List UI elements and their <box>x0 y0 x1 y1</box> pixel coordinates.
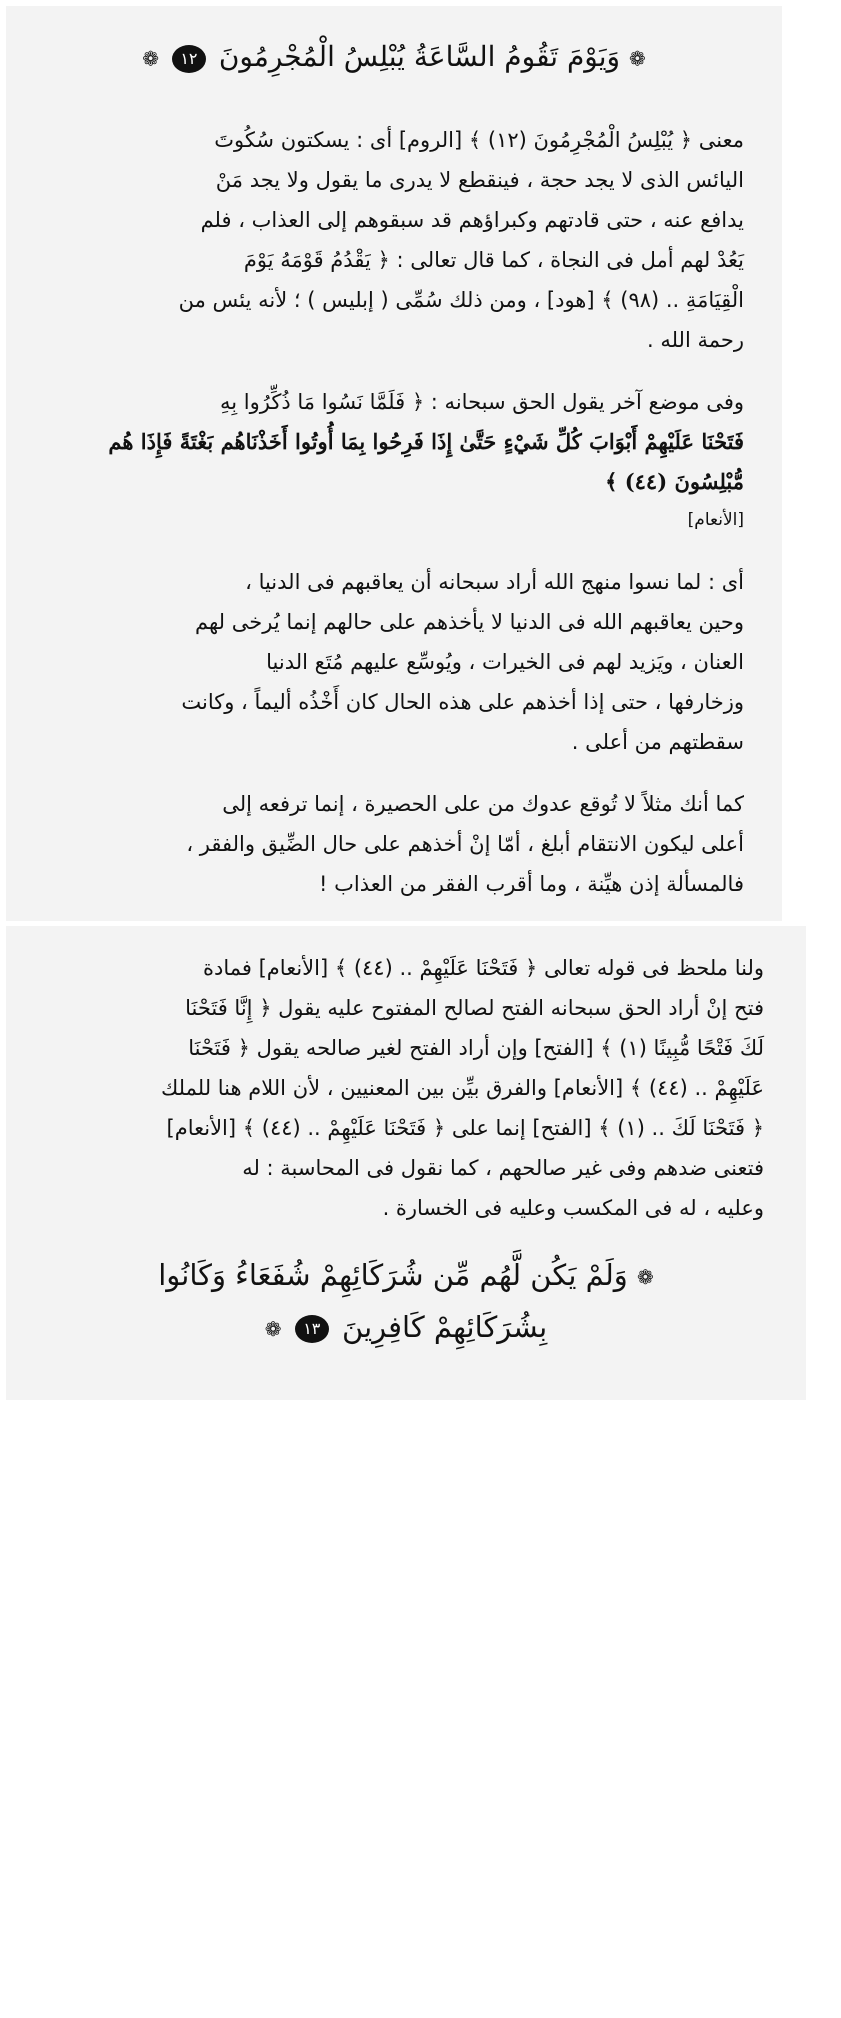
ornament-icon: ❁ <box>637 1265 654 1289</box>
scan-page-1 <box>6 6 782 921</box>
text-line: وحين يعاقبهم الله فى الدنيا لا يأخذهم على حالهم إنما يُرخى لهم <box>195 609 744 634</box>
text-line: يدافع عنه ، حتى قادتهم وكبراؤهم قد سبقوهم إلى العذاب ، فلم <box>200 207 744 232</box>
ornament-icon: ❁ <box>629 46 646 71</box>
scan-page-2 <box>6 926 806 1400</box>
verse-number-badge: ١٣ <box>295 1315 329 1343</box>
text-line: الْقِيَامَةِ .. (٩٨) ﴾ [هود] ، ومن ذلك سُمِّى ( إبليس ) ؛ لأنه يئس من <box>178 287 744 312</box>
text-line: وعليه ، له فى المكسب وعليه فى الخسارة . <box>382 1196 764 1220</box>
verse-heading <box>44 34 744 82</box>
heading-verse-text: وَيَوْمَ تَقُومُ السَّاعَةُ يُبْلِسُ الْمُجْرِمُونَ <box>218 40 621 73</box>
closing-verse <box>48 1250 764 1354</box>
quran-quote-line: مُّبْلِسُونَ (٤٤) ﴾ <box>605 468 744 494</box>
verse-number-badge: ١٢ <box>172 45 206 73</box>
closing-verse-line-1 <box>48 1250 764 1302</box>
closing-verse-text: بِشُرَكَائِهِمْ كَافِرِينَ <box>342 1310 548 1344</box>
text-line: معنى ﴿ يُبْلِسُ الْمُجْرِمُونَ (١٢) ﴾ [الروم] أى : يسكتون سُكُوتَ <box>214 127 744 152</box>
text-line: فتعنى ضدهم وفى غير صالحهم ، كما نقول فى المحاسبة : له <box>242 1156 764 1180</box>
ornament-icon: ❁ <box>264 1317 282 1341</box>
sura-reference: [الأنعام] <box>687 509 744 530</box>
text-line: ﴿ فَتَحْنَا لَكَ .. (١) ﴾ [الفتح] إنما على ﴿ فَتَحْنَا عَلَيْهِمْ .. (٤٤) ﴾ [الأنعام] <box>166 1116 764 1140</box>
text-line: سقطتهم من أعلى . <box>571 729 744 754</box>
text-line: ولنا ملحظ فى قوله تعالى ﴿ فَتَحْنَا عَلَيْهِمْ .. (٤٤) ﴾ [الأنعام] فمادة <box>203 956 764 980</box>
text-line: رحمة الله . <box>647 327 744 352</box>
quran-quote-line: فَتَحْنَا عَلَيْهِمْ أَبْوَابَ كُلِّ شَيْءٍ حَتَّىٰ إِذَا فَرِحُوا بِمَا أُوتُوا أَخَذْنَاهُم بَغْتَةً فَإِذَا هُم <box>108 428 744 454</box>
text-line: أعلى ليكون الانتقام أبلغ ، أمّا إنْ أخذهم على حال الضِّيق والفقر ، <box>186 831 744 856</box>
text-line: كما أنك مثلاً لا تُوقع عدوك من على الحصيرة ، إنما ترفعه إلى <box>222 791 744 816</box>
paragraph-5 <box>48 948 764 1228</box>
text-line: يَعُدْ لهم أمل فى النجاة ، كما قال تعالى : ﴿ يَقْدُمُ قَوْمَهُ يَوْمَ <box>243 247 744 272</box>
text-line: العنان ، ويَزيد لهم فى الخيرات ، ويُوسِّع عليهم مُتَع الدنيا <box>266 649 744 674</box>
paragraph-4 <box>44 784 744 904</box>
paragraph-2 <box>44 382 744 540</box>
text-line: وفى موضع آخر يقول الحق سبحانه : ﴿ فَلَمَّا نَسُوا مَا ذُكِّرُوا بِهِ <box>220 389 744 414</box>
text-line: عَلَيْهِمْ .. (٤٤) ﴾ [الأنعام] والفرق بيِّن بين المعنيين ، لأن اللام هنا للملك <box>160 1076 764 1100</box>
text-line: فالمسألة إذن هيِّنة ، وما أقرب الفقر من العذاب ! <box>319 871 744 896</box>
closing-verse-line-2 <box>48 1302 764 1354</box>
paragraph-1 <box>44 120 744 360</box>
closing-verse-text: وَلَمْ يَكُن لَّهُم مِّن شُرَكَائِهِمْ شُفَعَاءُ وَكَانُوا <box>158 1258 628 1292</box>
text-line: لَكَ فَتْحًا مُّبِينًا (١) ﴾ [الفتح] وإن أراد الفتح لغير صالحه يقول ﴿ فَتَحْنَا <box>188 1036 764 1060</box>
text-line: أى : لما نسوا منهج الله أراد سبحانه أن يعاقبهم فى الدنيا ، <box>245 569 744 594</box>
paragraph-3 <box>44 562 744 762</box>
text-line: وزخارفها ، حتى إذا أخذهم على هذه الحال كان أَخْذُه أليماً ، وكانت <box>181 689 744 714</box>
text-line: فتح إنْ أراد الحق سبحانه الفتح لصالح المفتوح عليه يقول ﴿ إِنَّا فَتَحْنَا <box>185 996 764 1020</box>
text-line: اليائس الذى لا يجد حجة ، فينقطع لا يدرى ما يقول ولا يجد مَنْ <box>215 167 744 192</box>
ornament-icon: ❁ <box>142 46 159 71</box>
